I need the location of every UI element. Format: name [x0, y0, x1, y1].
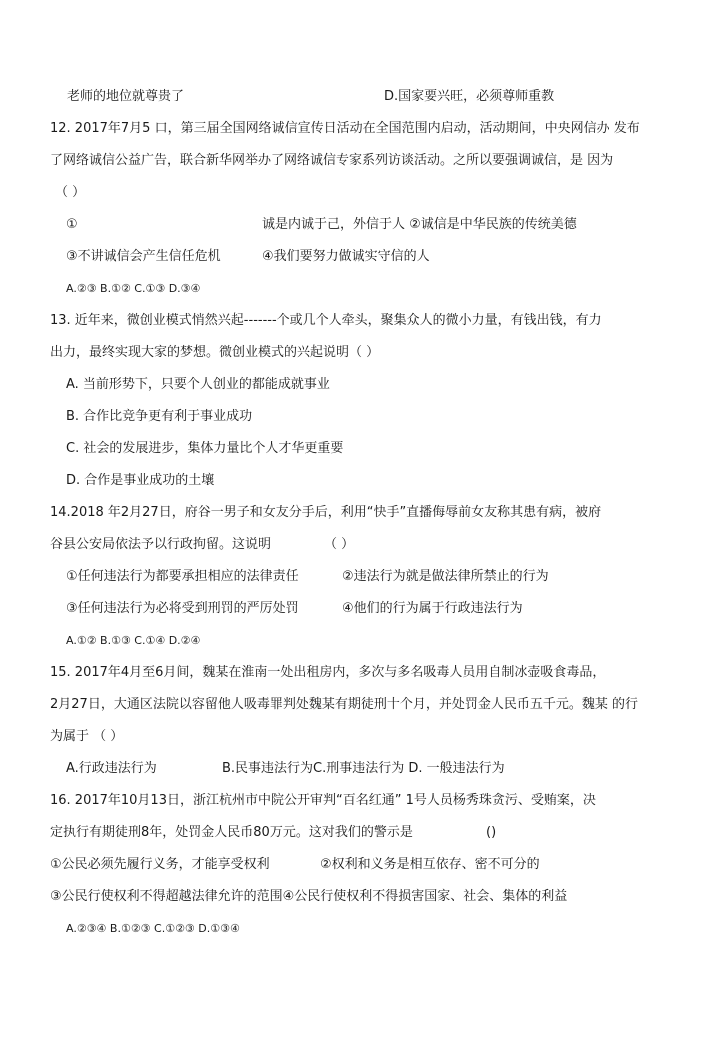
q15-stem-line1: 15. 2017年4月至6月间，魏某在淮南一处出租房内，多次与多名吸毒人员用自制冰壶吸食毒品， [50, 665, 606, 680]
q13-option-b: B. 合作比竞争更有利于事业成功 [66, 409, 253, 424]
q14-option-4: ④他们的行为属于行政违法行为 [342, 601, 523, 616]
q15-option-a: A.行政违法行为 [66, 761, 157, 776]
q16-answer-choices: A.②③④ B.①②③ C.①②③ D.①③④ [66, 922, 240, 935]
q16-option-3-4: ③公民行使权利不得超越法律允许的范围④公民行使权利不得损害国家、社会、集体的利益 [50, 889, 568, 904]
q12-option-1-num: ① [66, 217, 78, 232]
q14-option-3: ③任何违法行为必将受到刑罚的严厉处罚 [66, 601, 299, 616]
q12-answer-choices: A.②③ B.①② C.①③ D.③④ [66, 282, 201, 295]
q16-option-2: ②权利和义务是相互依存、密不可分的 [320, 857, 540, 872]
q16-option-1: ①公民必须先履行义务，才能享受权利 [50, 857, 270, 872]
q14-answer-paren: （ ） [324, 537, 355, 552]
q12-stem-line1: 12. 2017年7月5 口，第三届全国网络诚信宣传日活动在全国范围内启动，活动期间，中央网信办 发布 [50, 121, 640, 136]
q11-option-d: D.国家要兴旺，必须尊师重教 [384, 89, 555, 104]
q12-option-4: ④我们要努力做诚实守信的人 [262, 249, 430, 264]
q14-stem-line1: 14.2018 年2月27日，府谷一男子和女友分手后，利用“快手”直播侮辱前女友称其患有病，被府 [50, 505, 602, 520]
q12-option-3: ③不讲诚信会产生信任危机 [66, 249, 221, 264]
q12-option-1-2: 诚是内诚于己，外信于人 ②诚信是中华民族的传统美德 [262, 217, 577, 232]
q16-stem-line2: 定执行有期徒刑8年，处罚金人民币80万元。这对我们的警示是 [50, 825, 413, 840]
q14-answer-choices: A.①② B.①③ C.①④ D.②④ [66, 634, 201, 647]
q13-option-a: A. 当前形势下，只要个人创业的都能成就事业 [66, 377, 330, 392]
q14-option-2: ②违法行为就是做法律所禁止的行为 [342, 569, 549, 584]
q15-stem-line2: 2月27日，大通区法院以容留他人吸毒罪判处魏某有期徒刑十个月，并处罚金人民币五千元。魏某 的行 [50, 697, 638, 712]
q14-stem-line2: 谷县公安局依法予以行政拘留。这说明 [50, 537, 272, 552]
q14-option-1: ①任何违法行为都要承担相应的法律责任 [66, 569, 299, 584]
q13-stem-line1: 13. 近年来，微创业模式悄然兴起-------个或几个人牵头，聚集众人的微小力量，有钱出钱，有力 [50, 313, 602, 328]
q16-stem-line1: 16. 2017年10月13日，浙江杭州市中院公开审判“百名红通” 1号人员杨秀珠贪污、受贿案，决 [50, 793, 596, 808]
q13-stem-line2: 出力，最终实现大家的梦想。微创业模式的兴起说明（ ） [50, 345, 380, 360]
q13-option-c: C. 社会的发展进步，集体力量比个人才华更重要 [66, 441, 344, 456]
q13-option-d: D. 合作是事业成功的土壤 [66, 473, 215, 488]
q12-stem-line2: 了网络诚信公益广告，联合新华网举办了网络诚信专家系列访谈活动。之所以要强调诚信，是 因为 [50, 153, 614, 168]
q11-option-c-tail: 老师的地位就尊贵了 [67, 89, 185, 104]
q15-options-bcd: B.民事违法行为C.刑事违法行为 D. 一般违法行为 [222, 761, 505, 776]
q12-answer-paren: （ ） [55, 185, 86, 200]
q15-stem-line3: 为属于 （ ） [50, 729, 124, 744]
q16-answer-paren: () [486, 825, 497, 840]
